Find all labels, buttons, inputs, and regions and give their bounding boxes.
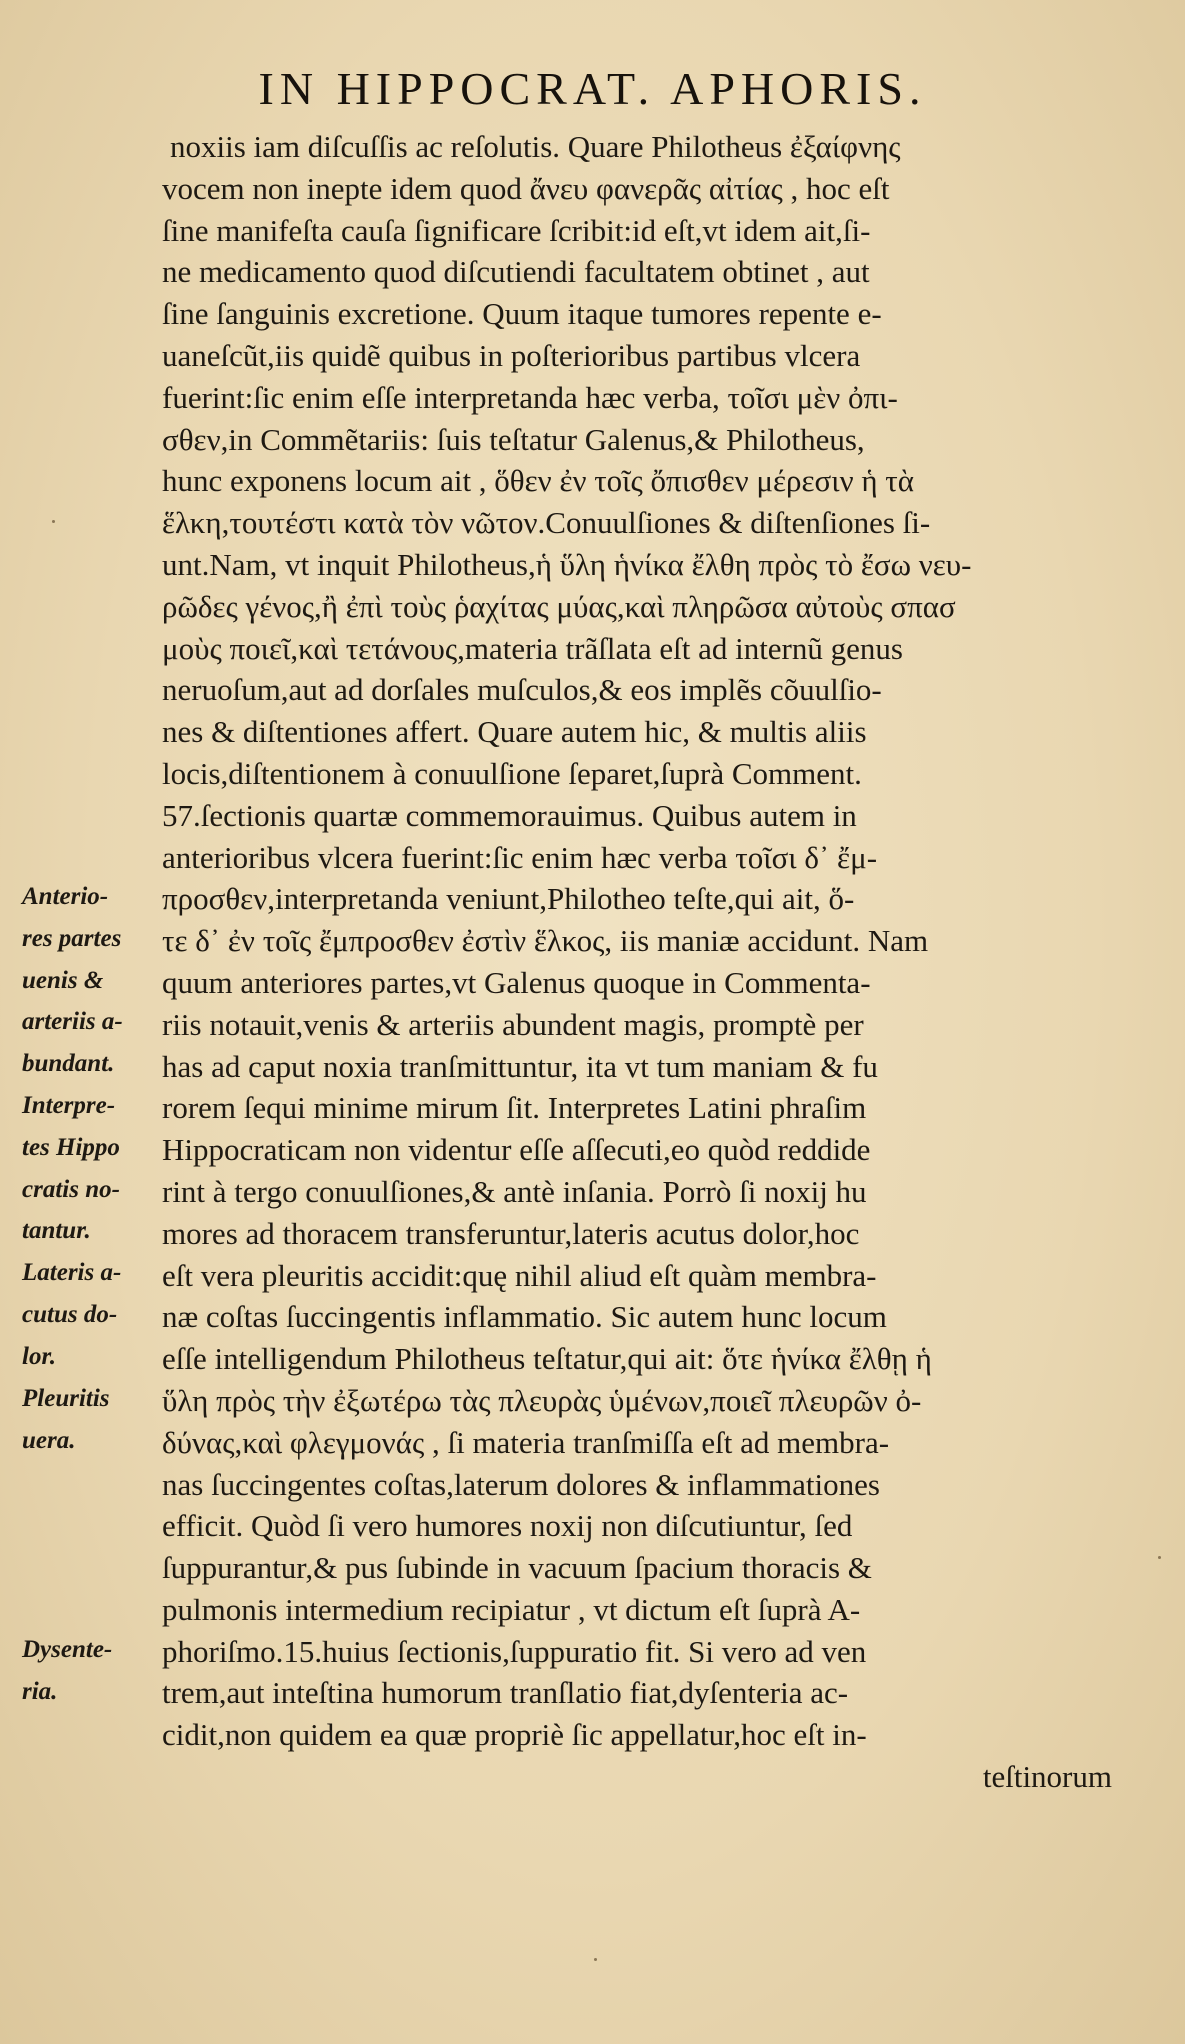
- paper-speck: [594, 1958, 597, 1961]
- text-line: nes & diſtentiones affert. Quare autem hic, & multis aliis: [162, 714, 867, 750]
- margin-note: [22, 1252, 157, 1377]
- text-line: hunc exponens locum ait , ὅθεν ἐν τοῖς ὄπισθεν μέρεσιν ἡ τὰ: [162, 463, 914, 499]
- text-line: has ad caput noxia tranſmittuntur, ita vt tum maniam & fu: [162, 1048, 878, 1084]
- margin-note: [22, 1378, 157, 1462]
- margin-note-line: Pleuritis: [22, 1385, 110, 1412]
- text-line: riis notauit,venis & arteriis abundent magis, promptè per: [162, 1006, 864, 1042]
- margin-note-line: cutus do-: [22, 1300, 118, 1328]
- text-line: vocem non inepte idem quod ἄνευ φανερᾶς αἰτίας , hoc eſt: [162, 170, 890, 206]
- text-line: δύνας,καὶ φλεγμονάς , ſi materia tranſmiſſa eſt ad membra-: [162, 1424, 890, 1460]
- catchword: teſtinorum: [982, 1759, 1112, 1795]
- text-line: cidit,non quidem ea quæ propriè ſic appellatur,hoc eſt in-: [162, 1717, 867, 1753]
- text-line: nas ſuccingentes coſtas,laterum dolores & inflammationes: [162, 1466, 880, 1502]
- text-line: τε δ᾽ ἐν τοῖς ἔμπροσθεν ἐστὶν ἕλκος, iis maniæ accidunt. Nam: [162, 923, 929, 959]
- margin-note-line: uenis &: [22, 966, 104, 994]
- body-text-column: [162, 126, 1122, 1798]
- margin-note-line: Interpre-: [22, 1092, 116, 1119]
- margin-note-line: Anterio-: [22, 883, 109, 910]
- margin-note: [22, 876, 157, 1085]
- text-line: næ coſtas ſuccingentis inflammatio. Sic autem hunc locum: [162, 1299, 887, 1335]
- text-line: ρῶδες γένος,ἢ ἐπὶ τοὺς ῥαχίτας μύας,καὶ πληρῶσα αὐτοὺς σπασ: [162, 588, 956, 624]
- text-line: eſſe intelligendum Philotheus teſtatur,qui ait: ὅτε ἡνίκα ἔλθῃ ἡ: [162, 1341, 932, 1377]
- text-line: quum anteriores partes,vt Galenus quoque in Commenta-: [162, 964, 871, 1000]
- margin-note-line: lor.: [22, 1342, 57, 1370]
- text-line: προσθεν,interpretanda veniunt,Philotheo teſte,qui ait, ὅ-: [162, 881, 855, 917]
- margin-note-line: arteriis a-: [22, 1008, 123, 1036]
- text-line: anterioribus vlcera fuerint:ſic enim hæc verba τοῖσι δ᾽ ἔμ-: [162, 839, 878, 875]
- margin-note-line: ria.: [22, 1677, 58, 1705]
- margin-note-line: Lateris a-: [22, 1259, 122, 1286]
- margin-note: [22, 1629, 157, 1713]
- margin-note-line: uera.: [22, 1426, 76, 1454]
- text-line: ſine manifeſta cauſa ſignificare ſcribit:id eſt,vt idem ait,ſi-: [162, 212, 871, 248]
- text-line: ὕλη πρὸς τὴν ἐξωτέρω τὰς πλευρὰς ὑμένων,ποιεῖ πλευρῶν ὀ-: [162, 1382, 922, 1418]
- margin-note-line: tes Hippo: [22, 1133, 120, 1161]
- text-line: pulmonis intermedium recipiatur , vt dictum eſt ſuprà A-: [162, 1591, 861, 1627]
- text-line: locis,diſtentionem à conuulſione ſeparet,ſuprà Comment.: [162, 755, 862, 791]
- margin-note-line: cratis no-: [22, 1175, 120, 1203]
- text-line: efficit. Quòd ſi vero humores noxij non diſcutiuntur, ſed: [162, 1508, 853, 1544]
- text-line: ne medicamento quod diſcutiendi facultatem obtinet , aut: [162, 254, 870, 290]
- margin-note-line: res partes: [22, 924, 122, 952]
- text-line: uaneſcũt,iis quidẽ quibus in poſterioribus partibus vlcera: [162, 337, 861, 373]
- text-line: 57.ſectionis quartæ commemorauimus. Quibus autem in: [162, 797, 857, 833]
- text-line: rorem ſequi minime mirum ſit. Interpretes Latini phraſim: [162, 1090, 867, 1126]
- paper-speck: [52, 520, 55, 523]
- margin-note-line: bundant.: [22, 1050, 115, 1078]
- text-line: phoriſmo.15.huius ſectionis,ſuppuratio fit. Si vero ad ven: [162, 1633, 867, 1669]
- text-line: mores ad thoracem transferuntur,lateris acutus dolor,hoc: [162, 1215, 860, 1251]
- text-line: unt.Nam, vt inquit Philotheus,ἡ ὕλη ἡνίκα ἔλθη πρὸς τὸ ἔσω νευ-: [162, 546, 972, 582]
- text-line: fuerint:ſic enim eſſe interpretanda hæc verba, τοῖσι μὲν ὀπι-: [162, 379, 898, 415]
- text-line: ſine ſanguinis excretione. Quum itaque tumores repente e-: [162, 296, 882, 332]
- paper-speck: [1158, 1556, 1161, 1559]
- running-head: IN HIPPOCRAT. APHORIS.: [258, 63, 927, 114]
- text-line: noxiis iam diſcuſſis ac reſolutis. Quare Philotheus ἐξαίφνης: [170, 129, 901, 164]
- text-line: ἕλκη,τουτέστι κατὰ τὸν νῶτον.Conuulſiones & diſtenſiones ſi-: [162, 505, 931, 541]
- margin-note-line: tantur.: [22, 1217, 91, 1245]
- text-line: trem,aut inteſtina humorum tranſlatio fiat,dyſenteria ac-: [162, 1675, 849, 1711]
- text-line: eſt vera pleuritis accidit:quę nihil aliud eſt quàm membra-: [162, 1257, 877, 1293]
- text-line: Hippocraticam non videntur eſſe aſſecuti,eo quòd reddide: [162, 1132, 871, 1168]
- text-line: rint à tergo conuulſiones,& antè inſania. Porrò ſi noxij hu: [162, 1173, 867, 1209]
- margin-note-line: Dysente-: [22, 1636, 113, 1663]
- text-line: ſuppurantur,& pus ſubinde in vacuum ſpacium thoracis &: [162, 1550, 872, 1586]
- text-line: μοὺς ποιεῖ,καὶ τετάνους,materia trãſlata eſt ad internũ genus: [162, 630, 903, 666]
- text-line: σθεν,in Commẽtariis: ſuis teſtatur Galenus,& Philotheus,: [162, 421, 865, 457]
- text-line: neruoſum,aut ad dorſales muſculos,& eos implẽs cõuulſio-: [162, 672, 882, 708]
- margin-note: [22, 1085, 157, 1252]
